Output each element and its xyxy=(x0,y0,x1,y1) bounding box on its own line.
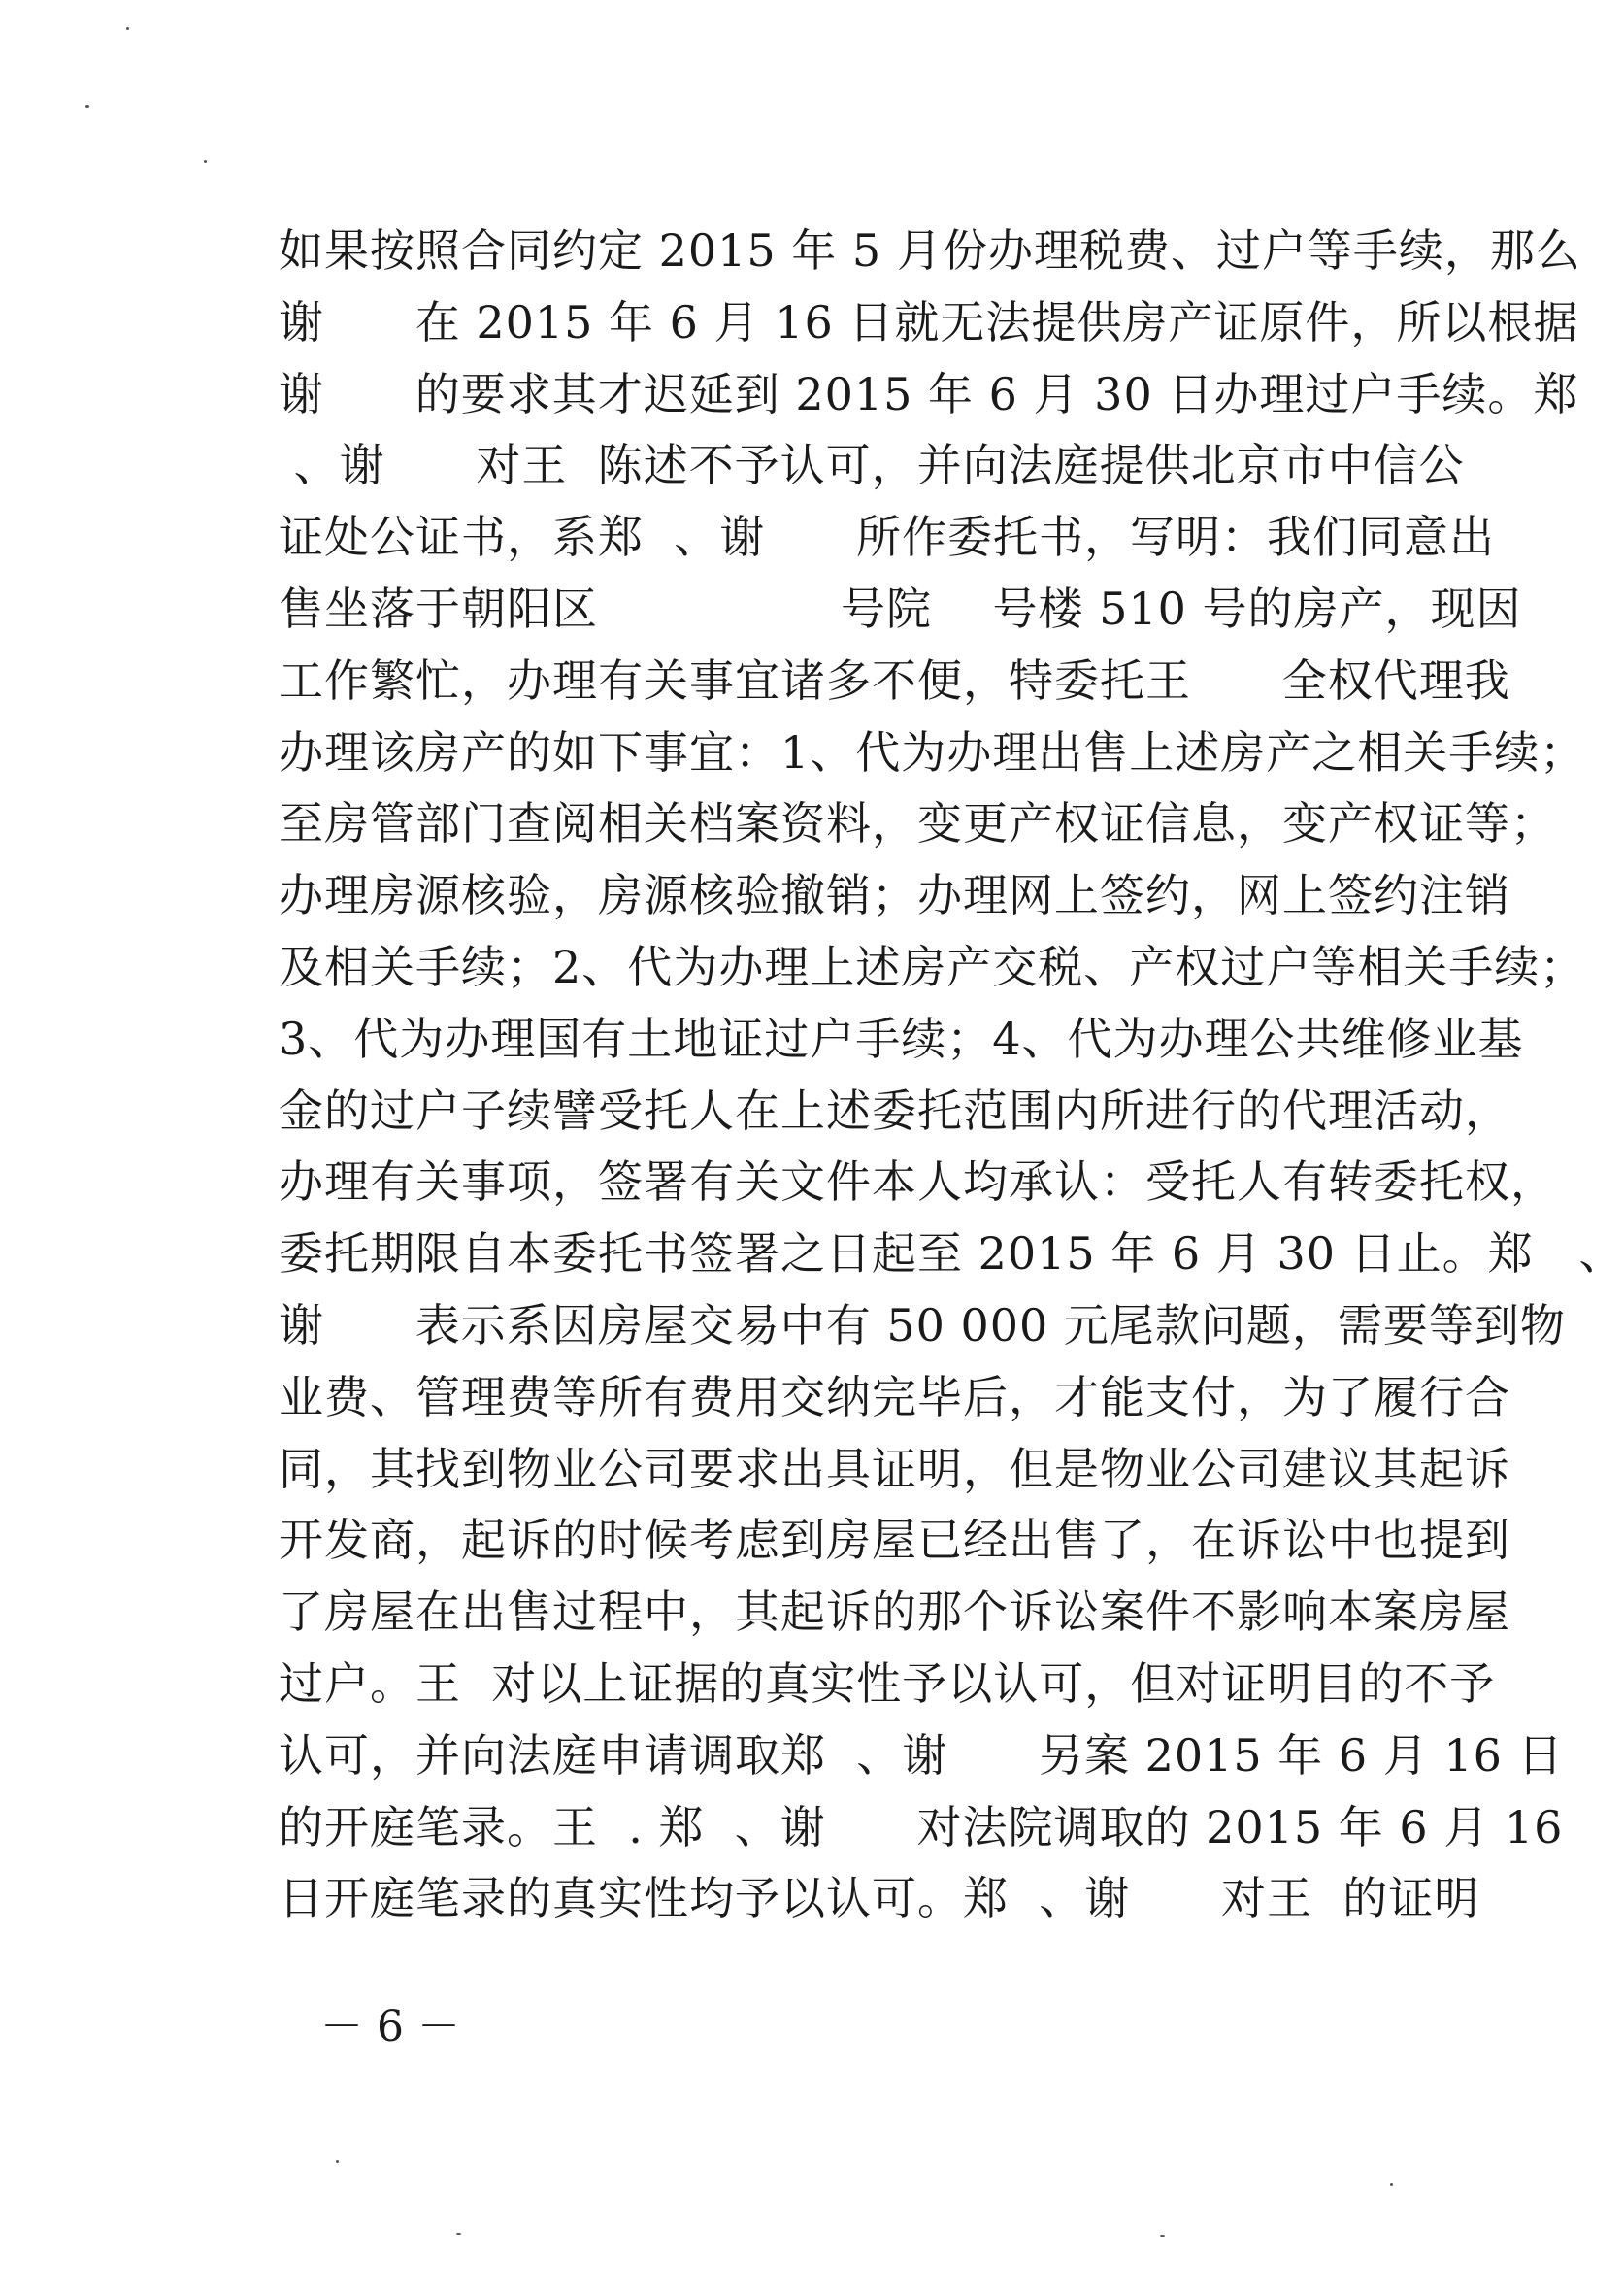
text-line: 3、代为办理国有土地证过户手续；4、代为办理公共维修业基 xyxy=(279,1012,1524,1065)
text-line: 如果按照合同约定 2015 年 5 月份办理税费、过户等手续，那么 xyxy=(279,224,1581,277)
scan-speck xyxy=(1160,2235,1165,2237)
text-line: 办理有关事项，签署有关文件本人均承认：受托人有转委托权， xyxy=(279,1155,1556,1209)
text-line: 谢 表示系因房屋交易中有 50 000 元尾款问题，需要等到物 xyxy=(279,1298,1566,1352)
text-line: 至房管部门查阅相关档案资料，变更产权证信息，变产权证等； xyxy=(279,797,1556,851)
text-line: 过户。王 对以上证据的真实性予以认可，但对证明目的不予 xyxy=(279,1656,1496,1710)
scan-speck xyxy=(456,2233,461,2235)
text-line: 谢 在 2015 年 6 月 16 日就无法提供房产证原件，所以根据 xyxy=(279,295,1579,349)
body-text xyxy=(279,216,1624,1935)
scan-speck xyxy=(336,2160,339,2163)
text-line: 、谢 对王 陈述不予认可，并向法庭提供北京市中信公 xyxy=(279,439,1465,492)
text-line: 业费、管理费等所有费用交纳完毕后，才能支付，为了履行合 xyxy=(279,1370,1510,1423)
text-line: 了房屋在出售过程中，其起诉的那个诉讼案件不影响本案房屋 xyxy=(279,1586,1510,1639)
text-line: 证处公证书，系郑 、谢 所作委托书，写明：我们同意出 xyxy=(279,511,1495,564)
scan-speck xyxy=(85,105,89,108)
page-number: － 6 － xyxy=(320,2002,460,2052)
text-line: 开发商，起诉的时候考虑到房屋已经出售了，在诉讼中也提到 xyxy=(279,1514,1510,1567)
text-line: 工作繁忙，办理有关事宜诸多不便，特委托王 全权代理我 xyxy=(279,653,1510,707)
scan-speck xyxy=(1390,2183,1393,2186)
text-line: 售坐落于朝阳区 号院 号楼 510 号的房产，现因 xyxy=(279,582,1522,635)
scan-speck xyxy=(204,160,207,163)
text-line: 谢 的要求其才迟延到 2015 年 6 月 30 日办理过户手续。郑 xyxy=(279,367,1579,420)
text-line: 认可，并向法庭申请调取郑 、谢 另案 2015 年 6 月 16 日 xyxy=(279,1728,1564,1782)
text-line: 办理房源核验，房源核验撤销；办理网上签约，网上签约注销 xyxy=(279,869,1510,922)
text-line: 及相关手续；2、代为办理上述房产交税、产权过户等相关手续； xyxy=(279,940,1586,993)
text-line: 的开庭笔录。王 . 郑 、谢 对法院调取的 2015 年 6 月 16 xyxy=(279,1800,1564,1853)
text-line: 同，其找到物业公司要求出具证明，但是物业公司建议其起诉 xyxy=(279,1442,1510,1495)
text-line: 金的过户子续譬受托人在上述委托范围内所进行的代理活动， xyxy=(279,1084,1510,1137)
scan-speck xyxy=(126,27,129,30)
text-line: 办理该房产的如下事宜：1、代为办理出售上述房产之相关手续； xyxy=(279,725,1586,779)
text-line: 委托期限自本委托书签署之日起至 2015 年 6 月 30 日止。郑 、 xyxy=(279,1227,1624,1281)
text-line: 日开庭笔录的真实性均予以认可。郑 、谢 对王 的证明 xyxy=(279,1872,1480,1925)
